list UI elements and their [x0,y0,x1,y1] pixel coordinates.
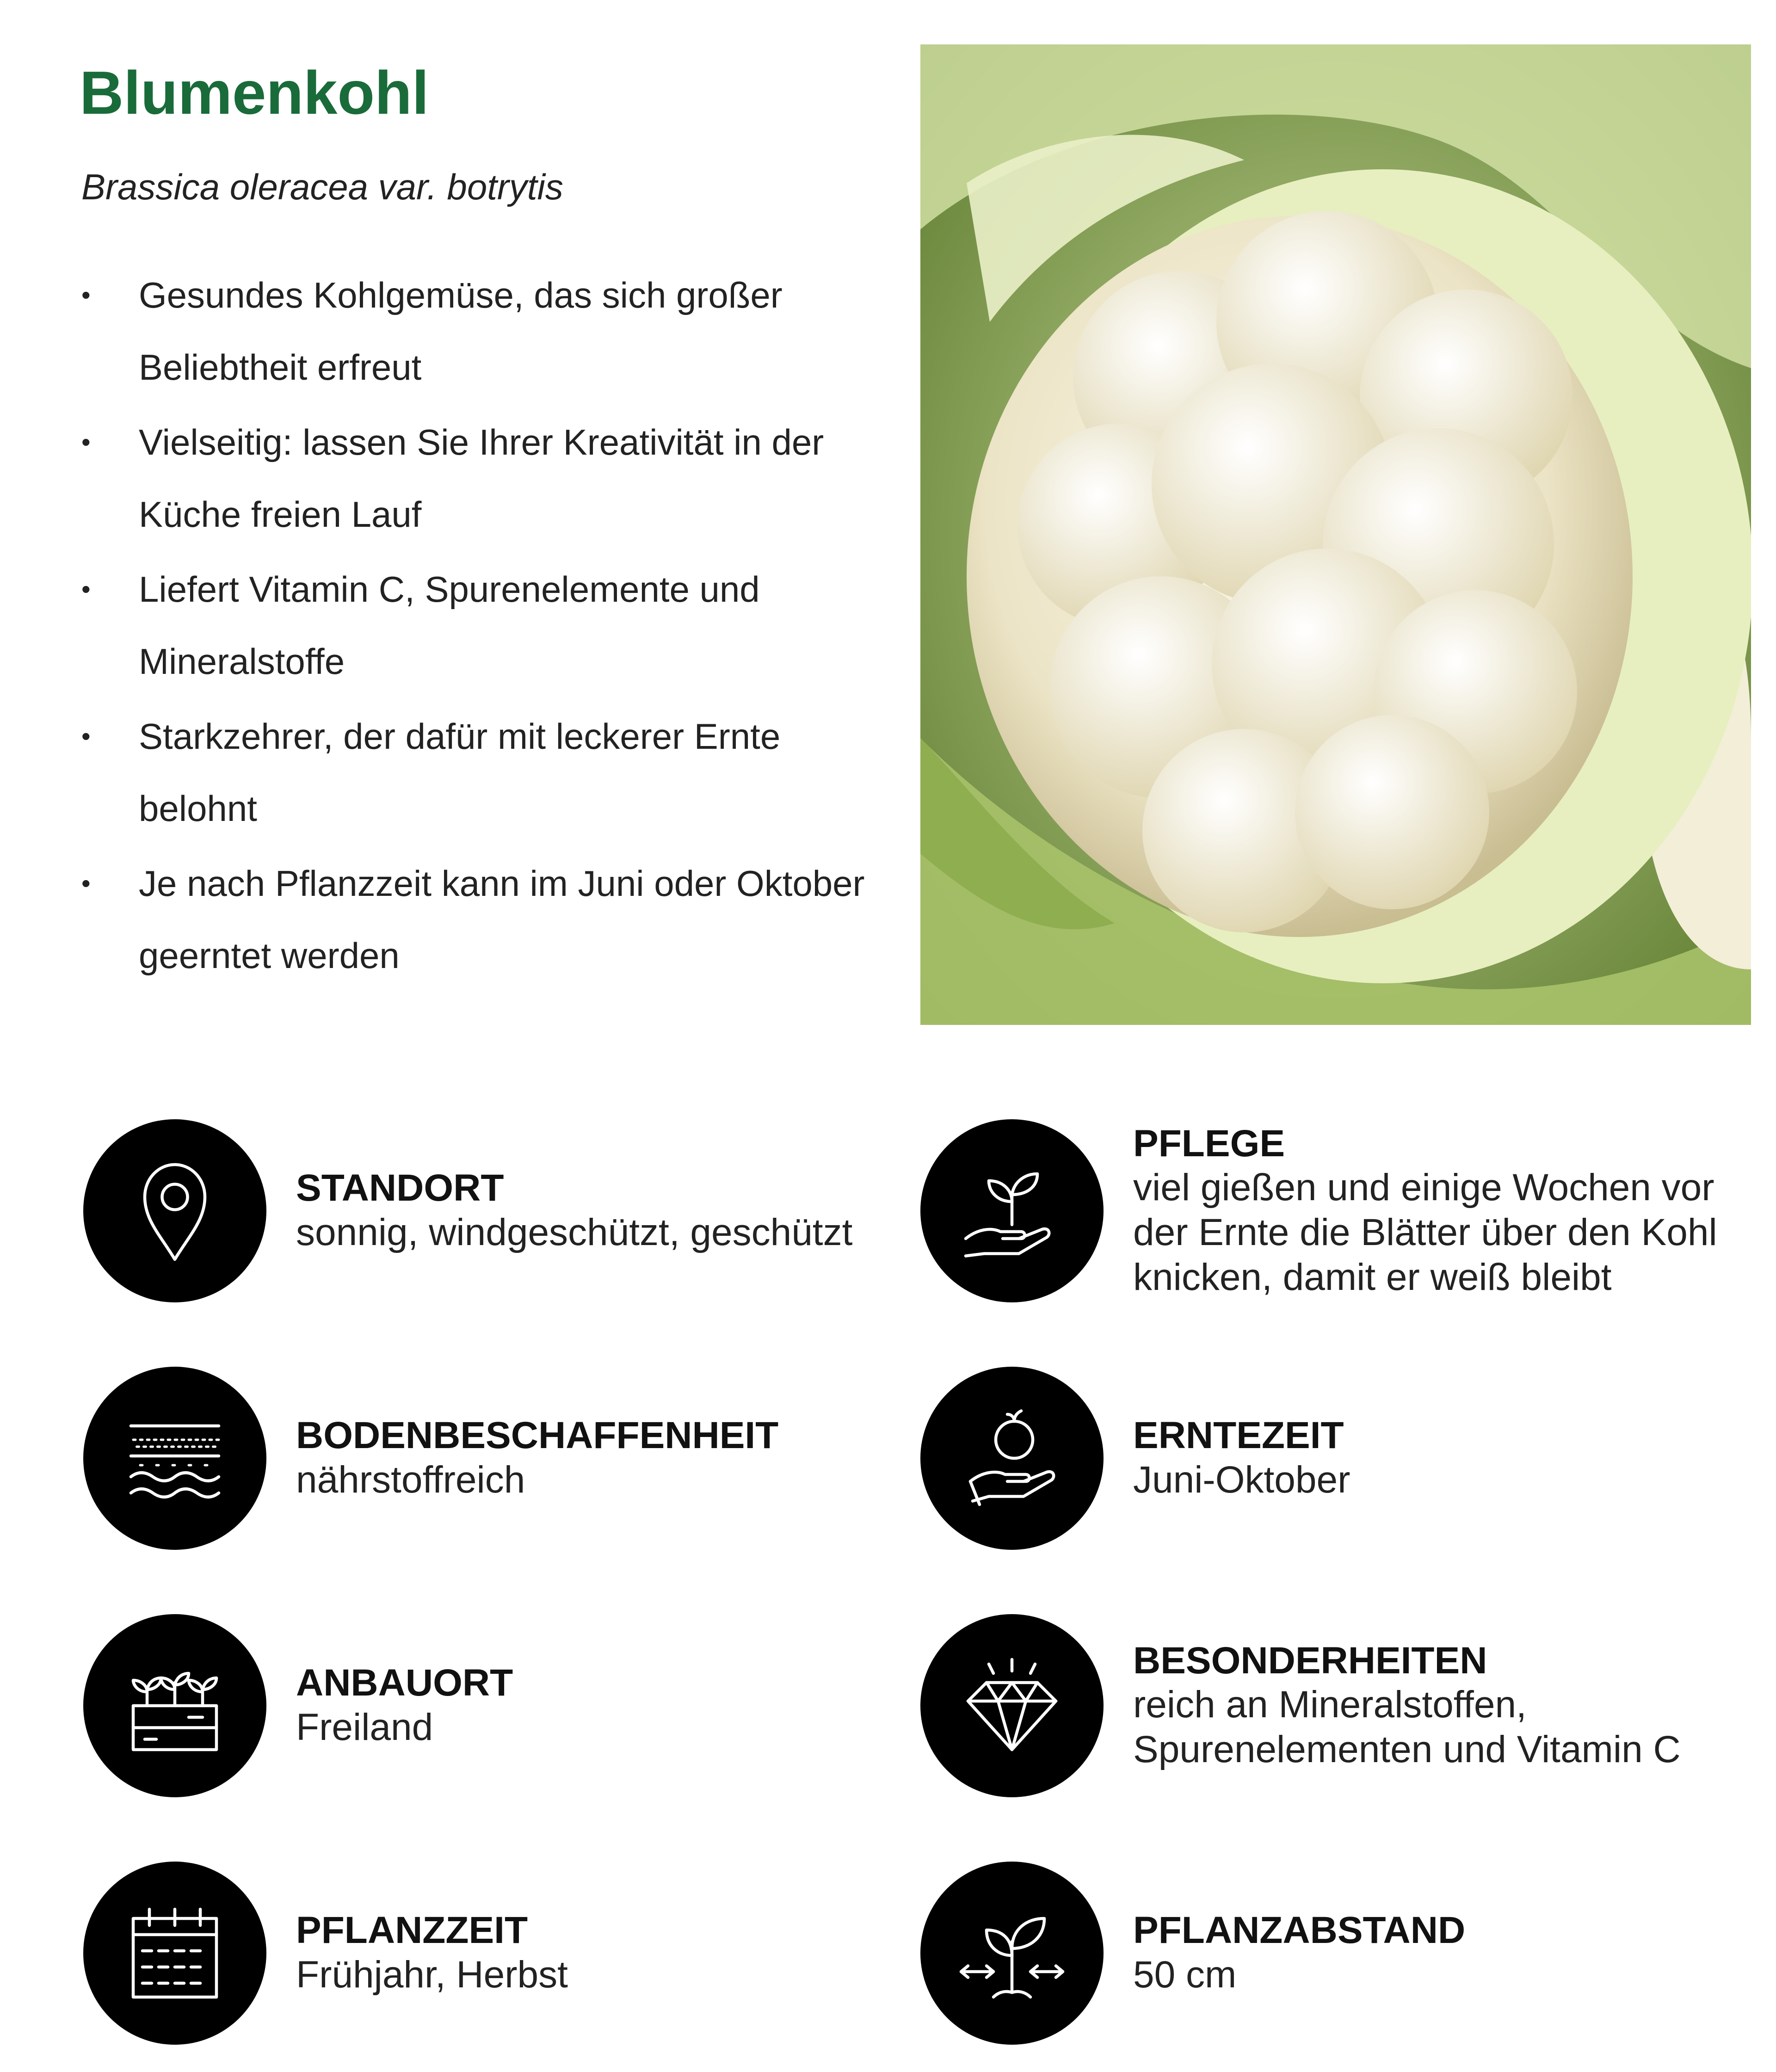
plant-spacing-icon [920,1862,1104,2045]
info-value: 50 cm [1133,1953,1237,1996]
info-erntezeit [920,1367,1350,1550]
info-label: BODENBESCHAFFENHEIT [296,1414,779,1457]
hand-fruit-icon [920,1367,1104,1550]
soil-layers-icon [83,1367,266,1550]
cauliflower-photo [920,44,1751,1025]
info-value: Frühjahr, Herbst [296,1953,568,1996]
location-pin-icon [83,1119,266,1302]
hand-sprout-icon [920,1119,1104,1302]
info-label: PFLANZZEIT [296,1909,528,1952]
info-label: STANDORT [296,1167,504,1209]
feature-list [81,259,905,994]
feature-item: • Vielseitig: lassen Sie Ihrer Kreativität in der Küche freien Lauf [81,406,905,550]
info-besonderheiten [920,1614,1776,1797]
diamond-icon [920,1614,1104,1797]
info-bodenbeschaffenheit [83,1367,778,1550]
info-label: PFLEGE [1133,1122,1285,1165]
info-value: reich an Mineralstoffen, Spurenelementen und Vitamin C [1133,1684,1681,1771]
info-value: viel gießen und einige Wochen vor der Ernte die Blätter über den Kohl knicken, damit er weiß bleibt [1133,1166,1717,1298]
info-label: ANBAUORT [296,1662,513,1704]
info-pflanzabstand [920,1862,1465,2045]
feature-item: • Liefert Vitamin C, Spurenelemente und Mineralstoffe [81,553,905,697]
feature-item: • Starkzehrer, der dafür mit leckerer Ernte belohnt [81,700,905,845]
info-value: sonnig, windgeschützt, geschützt [296,1211,853,1253]
info-value: nährstoffreich [296,1458,525,1501]
info-standort [83,1119,852,1302]
latin-name: Brassica oleracea var. botrytis [81,166,563,207]
calendar-icon [83,1862,266,2045]
info-label: PFLANZABSTAND [1133,1909,1466,1952]
info-label: BESONDERHEITEN [1133,1640,1487,1682]
info-value: Juni-Oktober [1133,1458,1350,1501]
info-label: ERNTEZEIT [1133,1414,1344,1457]
info-anbauort [83,1614,513,1797]
seedling-box-icon [83,1614,266,1797]
page-title: Blumenkohl [80,59,429,127]
info-pflanzzeit [83,1862,568,2045]
feature-item: • Gesundes Kohlgemüse, das sich großer Beliebtheit erfreut [81,259,905,403]
info-value: Freiland [296,1706,433,1748]
feature-item: • Je nach Pflanzzeit kann im Juni oder Oktober geerntet werden [81,847,905,992]
info-pflege [920,1119,1776,1302]
